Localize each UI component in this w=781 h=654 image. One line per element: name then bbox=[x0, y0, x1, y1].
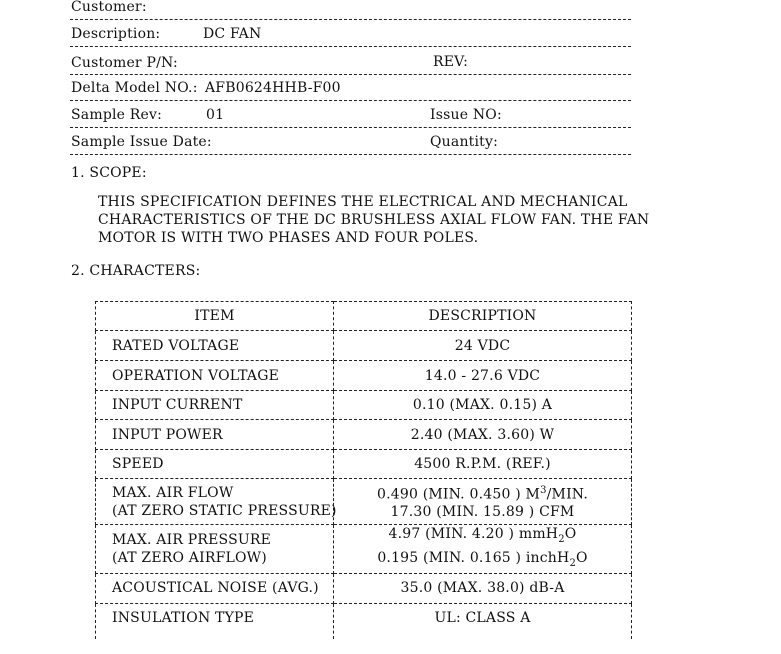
row-item: OPERATION VOLTAGE bbox=[96, 361, 334, 391]
row-item-line: MAX. AIR FLOW bbox=[112, 484, 234, 501]
col-header-description: DESCRIPTION bbox=[334, 302, 632, 331]
row-description: 2.40 (MAX. 3.60) W bbox=[334, 420, 632, 450]
row-item bbox=[96, 479, 337, 525]
table-row bbox=[96, 420, 632, 450]
quantity-label: Quantity: bbox=[430, 134, 499, 150]
sample-issue-date-row bbox=[70, 128, 631, 155]
table-row bbox=[96, 479, 632, 525]
characters-table bbox=[95, 301, 632, 639]
characters-title: 2. CHARACTERS: bbox=[71, 263, 201, 279]
row-item-line: MAX. AIR PRESSURE bbox=[112, 531, 272, 548]
table-header-row bbox=[96, 302, 632, 331]
rev-label: REV: bbox=[433, 54, 468, 70]
scope-line: MOTOR IS WITH TWO PHASES AND FOUR POLES. bbox=[98, 230, 479, 246]
table-row bbox=[96, 525, 632, 574]
row-item bbox=[96, 525, 334, 574]
sample-rev-value: 01 bbox=[206, 107, 225, 123]
flow-metric-unit: /MIN. bbox=[546, 486, 589, 503]
row-description: UL: CLASS A bbox=[334, 603, 632, 639]
subscript: 2 bbox=[558, 533, 565, 545]
row-item: INSULATION TYPE bbox=[96, 603, 334, 639]
sample-rev-label: Sample Rev: bbox=[71, 107, 163, 123]
issue-no-label: Issue NO: bbox=[430, 107, 502, 123]
row-description: 24 VDC bbox=[334, 331, 632, 361]
row-description-line: 17.30 (MIN. 15.89 ) CFM bbox=[390, 504, 575, 521]
row-item: SPEED bbox=[96, 450, 334, 479]
scope-paragraph bbox=[98, 193, 649, 247]
row-description: 35.0 (MAX. 38.0) dB-A bbox=[334, 573, 632, 603]
table-row bbox=[96, 331, 632, 361]
row-description bbox=[334, 479, 632, 525]
customer-pn-row bbox=[70, 48, 631, 75]
scope-title: 1. SCOPE: bbox=[71, 165, 147, 181]
sample-rev-row bbox=[70, 101, 631, 128]
row-description: 0.10 (MAX. 0.15) A bbox=[334, 391, 632, 420]
table-row bbox=[96, 450, 632, 479]
row-item-line: (AT ZERO STATIC PRESSURE) bbox=[112, 502, 337, 519]
col-header-item: ITEM bbox=[96, 302, 334, 331]
row-item: INPUT POWER bbox=[96, 420, 334, 450]
table-row bbox=[96, 603, 632, 639]
subscript: 2 bbox=[569, 557, 576, 569]
superscript: 3 bbox=[540, 484, 547, 496]
pressure-mm-value: 4.97 (MIN. 4.20 ) mmH bbox=[388, 526, 559, 542]
row-description-line bbox=[334, 549, 631, 573]
pressure-inch-value: 0.195 (MIN. 0.165 ) inchH bbox=[377, 549, 570, 566]
table-row bbox=[96, 573, 632, 603]
flow-metric-value: 0.490 (MIN. 0.450 ) M bbox=[376, 486, 541, 503]
description-row bbox=[70, 20, 631, 47]
delta-model-row bbox=[70, 74, 631, 101]
delta-model-value: AFB0624HHB-F00 bbox=[205, 80, 341, 96]
row-description-line bbox=[334, 482, 631, 504]
customer-row bbox=[70, 0, 631, 20]
row-description: 4500 R.P.M. (REF.) bbox=[334, 450, 632, 479]
scope-line: THIS SPECIFICATION DEFINES THE ELECTRICAL AND MECHANICAL bbox=[98, 194, 628, 210]
row-description: 14.0 - 27.6 VDC bbox=[334, 361, 632, 391]
delta-model-label: Delta Model NO.: bbox=[71, 80, 198, 96]
row-item: INPUT CURRENT bbox=[96, 391, 334, 420]
description-label: Description: bbox=[71, 26, 161, 42]
customer-label: Customer: bbox=[71, 0, 147, 15]
row-item-line: (AT ZERO AIRFLOW) bbox=[112, 549, 267, 566]
scope-line: CHARACTERISTICS OF THE DC BRUSHLESS AXIAL FLOW FAN. THE FAN bbox=[98, 212, 650, 228]
row-description bbox=[334, 525, 632, 574]
row-description-line bbox=[334, 525, 631, 549]
sample-issue-date-label: Sample Issue Date: bbox=[71, 134, 212, 150]
row-item: ACOUSTICAL NOISE (AVG.) bbox=[96, 573, 334, 603]
customer-pn-label: Customer P/N: bbox=[71, 55, 178, 71]
pressure-mm-unit: O bbox=[564, 526, 577, 542]
table-row bbox=[96, 361, 632, 391]
table-row bbox=[96, 391, 632, 420]
pressure-inch-unit: O bbox=[576, 549, 588, 566]
row-item: RATED VOLTAGE bbox=[96, 331, 334, 361]
description-value: DC FAN bbox=[203, 26, 262, 42]
